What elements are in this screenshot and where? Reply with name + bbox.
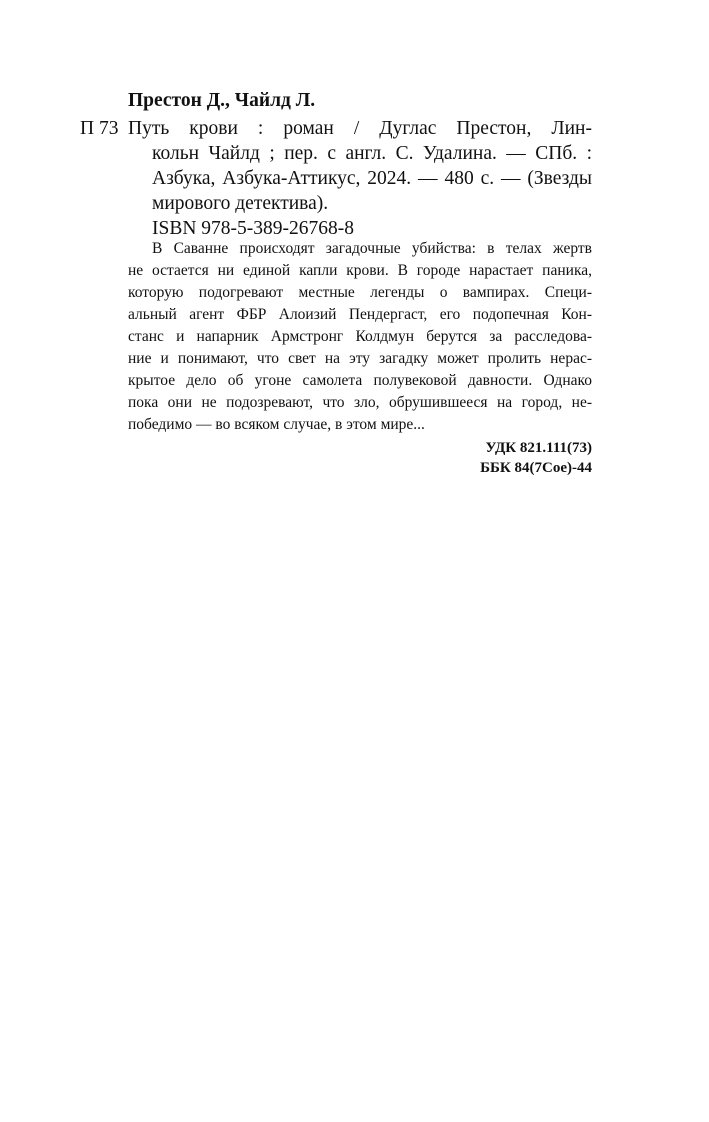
annotation-line: станс и напарник Армстронг Колдмун берутся за расследова- — [128, 328, 592, 345]
udk-code: УДК 821.111(73) — [485, 440, 592, 456]
annotation-line: которую подогревают местные легенды о вампирах. Специ- — [128, 284, 592, 301]
bbk-code: ББК 84(7Сое)-44 — [480, 460, 592, 476]
annotation-line: ние и понимают, что свет на эту загадку может пролить нерас- — [128, 350, 592, 367]
shelf-code: П 73 — [80, 118, 119, 139]
annotation-line: крытое дело об угоне самолета полувековой давности. Однако — [128, 372, 592, 389]
author-heading: Престон Д., Чайлд Л. — [128, 90, 316, 111]
description-line: кольн Чайлд ; пер. с англ. С. Удалина. — СПб. : — [152, 143, 592, 164]
annotation-line: пока они не подозревают, что зло, обрушившееся на город, не- — [128, 394, 592, 411]
annotation-line: победимо — во всяком случае, в этом мире... — [128, 416, 425, 433]
annotation-line: не остается ни единой капли крови. В городе нарастает паника, — [128, 262, 592, 279]
description-line: Азбука, Азбука-Аттикус, 2024. — 480 с. — (Звезды — [152, 168, 592, 189]
isbn: ISBN 978-5-389-26768-8 — [152, 218, 355, 239]
description-line: Путь крови : роман / Дуглас Престон, Лин- — [128, 118, 592, 139]
annotation-line: В Саванне происходят загадочные убийства: в телах жертв — [152, 240, 592, 257]
annotation-line: альный агент ФБР Алоизий Пендергаст, его подопечная Кон- — [128, 306, 592, 323]
description-line: мирового детектива). — [152, 193, 329, 214]
